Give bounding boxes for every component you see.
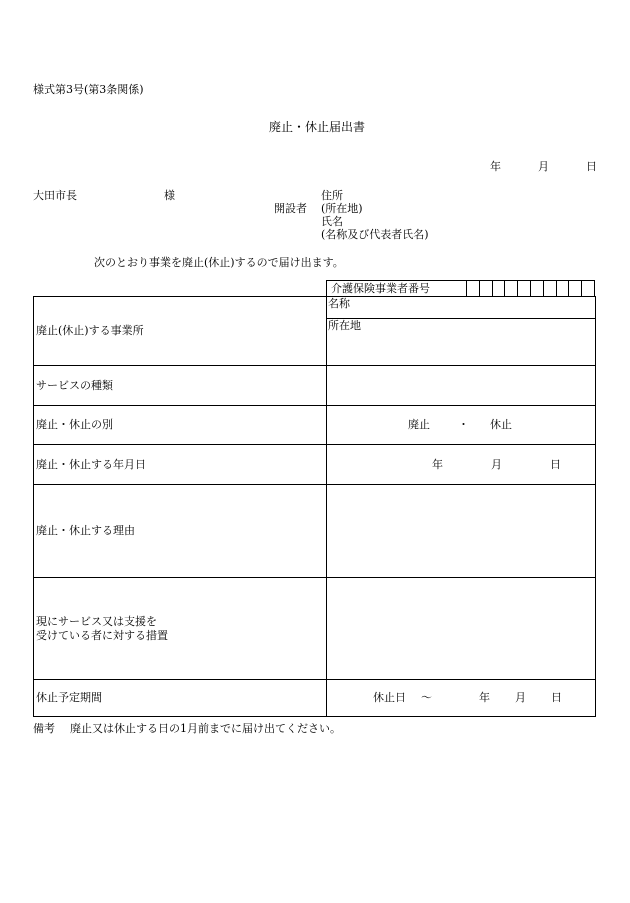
intro-text: 次のとおり事業を廃止(休止)するので届け出ます。 bbox=[94, 256, 344, 269]
option-suspend[interactable]: 休止 bbox=[490, 418, 512, 431]
addressee-honorific: 様 bbox=[164, 189, 175, 202]
note-label: 備考 bbox=[33, 722, 55, 735]
office-location-label: 所在地 bbox=[328, 319, 361, 332]
abolish-suspend-type-cell[interactable] bbox=[327, 406, 596, 445]
applicant-address-alt-label: (所在地) bbox=[321, 202, 363, 215]
date-year: 年 bbox=[490, 160, 501, 173]
suspension-day: 日 bbox=[551, 691, 562, 704]
business-number-digit[interactable] bbox=[505, 281, 518, 296]
addressee-name: 大田市長 bbox=[33, 189, 77, 202]
business-number-digit[interactable] bbox=[582, 281, 594, 296]
measures-cell[interactable] bbox=[327, 578, 596, 680]
business-number-digit[interactable] bbox=[544, 281, 557, 296]
reason-cell[interactable] bbox=[327, 485, 596, 578]
office-name-cell[interactable] bbox=[327, 297, 596, 319]
service-type-cell[interactable] bbox=[327, 366, 596, 406]
suspension-start-label: 休止日 bbox=[373, 691, 406, 704]
business-number-digit[interactable] bbox=[467, 281, 480, 296]
abolish-date-day: 日 bbox=[550, 458, 561, 471]
abolish-date-label: 廃止・休止する年月日 bbox=[34, 445, 327, 485]
tilde: 〜 bbox=[421, 691, 432, 704]
business-number-label: 介護保険事業者番号 bbox=[327, 281, 467, 296]
option-abolish[interactable]: 廃止 bbox=[408, 418, 430, 431]
office-location-cell[interactable] bbox=[327, 319, 596, 366]
date-month: 月 bbox=[538, 160, 549, 173]
form-reference: 様式第3号(第3条関係) bbox=[33, 83, 144, 96]
measures-label-line2: 受けている者に対する措置 bbox=[36, 628, 168, 642]
applicant-address-label: 住所 bbox=[321, 189, 343, 202]
option-separator: ・ bbox=[458, 418, 469, 431]
note-text: 廃止又は休止する日の1月前までに届け出てください。 bbox=[70, 722, 341, 735]
business-number-digit[interactable] bbox=[493, 281, 506, 296]
abolish-suspend-type-label: 廃止・休止の別 bbox=[34, 406, 327, 445]
suspension-month: 月 bbox=[515, 691, 526, 704]
office-name-label: 名称 bbox=[328, 297, 350, 310]
applicant-name-label: 氏名 bbox=[321, 215, 343, 228]
abolish-date-year: 年 bbox=[432, 458, 443, 471]
suspension-period-label: 休止予定期間 bbox=[34, 680, 327, 717]
business-number-digit[interactable] bbox=[518, 281, 531, 296]
measures-label bbox=[34, 578, 327, 680]
business-number-digit[interactable] bbox=[480, 281, 493, 296]
applicant-name-alt-label: (名称及び代表者氏名) bbox=[321, 228, 429, 241]
applicant-label: 開設者 bbox=[274, 202, 307, 215]
page-title: 廃止・休止届出書 bbox=[269, 120, 366, 134]
business-number-digit[interactable] bbox=[569, 281, 582, 296]
business-number-box bbox=[326, 280, 595, 296]
date-day: 日 bbox=[586, 160, 597, 173]
measures-label-line1: 現にサービス又は支援を bbox=[36, 615, 157, 629]
reason-label: 廃止・休止する理由 bbox=[34, 485, 327, 578]
business-number-digit[interactable] bbox=[557, 281, 570, 296]
abolish-date-cell[interactable] bbox=[327, 445, 596, 485]
service-type-label: サービスの種類 bbox=[34, 366, 327, 406]
suspension-period-cell[interactable] bbox=[327, 680, 596, 717]
abolish-date-month: 月 bbox=[491, 458, 502, 471]
business-number-digit[interactable] bbox=[531, 281, 544, 296]
suspension-year: 年 bbox=[479, 691, 490, 704]
office-label: 廃止(休止)する事業所 bbox=[34, 297, 327, 366]
notification-form-table bbox=[33, 296, 596, 717]
